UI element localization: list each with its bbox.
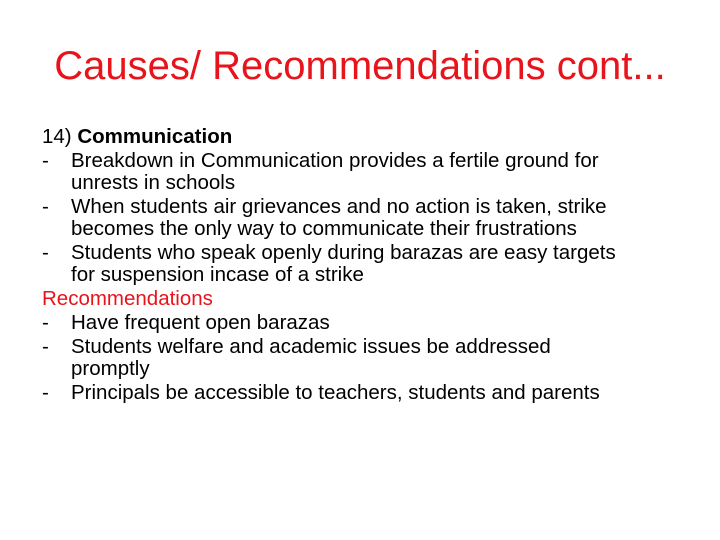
recommendation-item-1-line-1: Have frequent open barazas xyxy=(71,311,330,334)
cause-item-2-line-1: When students air grievances and no action is taken, strike xyxy=(71,195,607,218)
cause-item-3-line-2: for suspension incase of a strike xyxy=(71,263,364,286)
bullet-dash: - xyxy=(42,149,49,172)
recommendation-item-1 xyxy=(42,312,692,334)
bullet-dash: - xyxy=(42,241,49,264)
slide-title: Causes/ Recommendations cont... xyxy=(54,44,666,88)
cause-item-2-line-2: becomes the only way to communicate their frustrations xyxy=(71,217,577,240)
bullet-dash: - xyxy=(42,195,49,218)
bullet-dash: - xyxy=(42,335,49,358)
cause-item-3-line-1: Students who speak openly during barazas are easy targets xyxy=(71,241,616,264)
recommendation-item-2-line-1: Students welfare and academic issues be addressed xyxy=(71,335,551,358)
recommendation-item-3 xyxy=(42,382,692,404)
cause-item-2 xyxy=(42,196,692,240)
section-number: 14) xyxy=(42,125,72,148)
slide-body xyxy=(42,126,692,406)
cause-item-3 xyxy=(42,242,692,286)
bullet-dash: - xyxy=(42,311,49,334)
recommendation-item-2 xyxy=(42,336,692,380)
recommendations-label: Recommendations xyxy=(42,287,213,310)
section-heading-text: Communication xyxy=(77,125,233,148)
recommendation-item-3-line-1: Principals be accessible to teachers, students and parents xyxy=(71,381,600,404)
bullet-dash: - xyxy=(42,381,49,404)
cause-item-1-line-2: unrests in schools xyxy=(71,171,236,194)
cause-item-1 xyxy=(42,150,692,194)
recommendation-item-2-line-2: promptly xyxy=(71,357,150,380)
cause-item-1-line-1: Breakdown in Communication provides a fertile ground for xyxy=(71,149,599,172)
section-heading xyxy=(42,126,692,148)
